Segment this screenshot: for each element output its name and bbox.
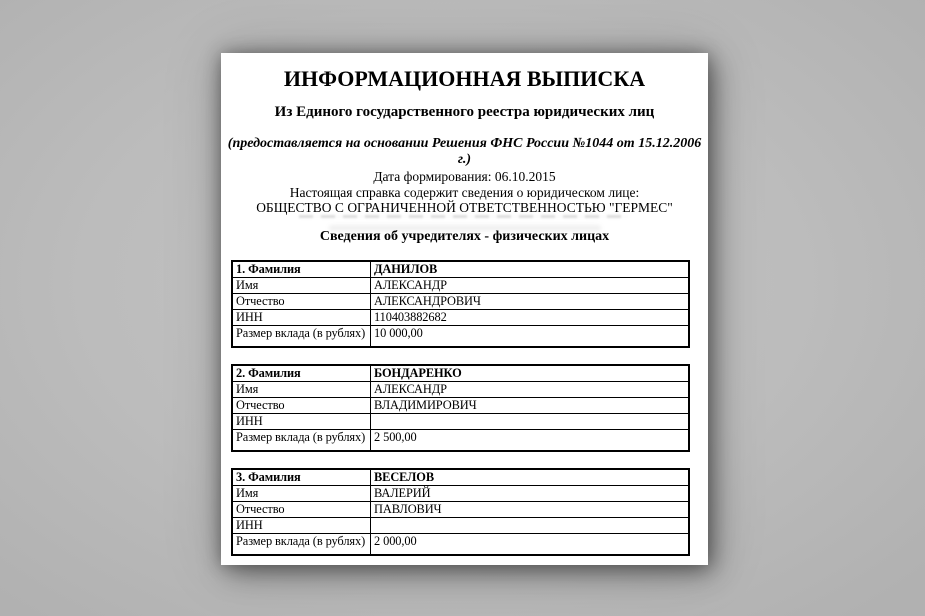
table-row — [232, 398, 689, 414]
field-label-cell: Размер вклада (в рублях) — [232, 430, 371, 452]
field-label-cell: Отчество — [232, 502, 371, 518]
field-label-cell: 3. Фамилия — [232, 469, 371, 486]
table-row — [232, 534, 689, 556]
formation-date-line: Дата формирования: 06.10.2015 — [373, 169, 556, 184]
table-row — [232, 518, 689, 534]
field-label-cell: 1. Фамилия — [232, 261, 371, 278]
basis-note: (предоставляется на основании Решения ФНС России №1044 от 15.12.2006 г.) — [227, 136, 702, 167]
table-row — [232, 414, 689, 430]
table-row — [232, 278, 689, 294]
document-subtitle: Из Единого государственного реестра юридических лиц — [274, 104, 655, 120]
field-value-cell: ПАВЛОВИЧ — [371, 502, 690, 518]
founder-table — [231, 364, 690, 452]
field-value-cell: БОНДАРЕНКО — [371, 365, 690, 382]
entity-name: ОБЩЕСТВО С ОГРАНИЧЕННОЙ ОТВЕТСТВЕННОСТЬЮ "ГЕРМЕС" — [256, 200, 673, 215]
table-row — [232, 310, 689, 326]
field-value-cell — [371, 518, 690, 534]
field-value-cell: 2 000,00 — [371, 534, 690, 556]
document-info-block — [221, 169, 708, 216]
field-value-cell — [371, 414, 690, 430]
founder-table — [231, 260, 690, 348]
table-row — [232, 261, 689, 278]
field-label-cell: Размер вклада (в рублях) — [232, 534, 371, 556]
field-value-cell: ВЛАДИМИРОВИЧ — [371, 398, 690, 414]
field-label-cell: Имя — [232, 382, 371, 398]
field-value-cell: АЛЕКСАНДР — [371, 382, 690, 398]
contains-line: Настоящая справка содержит сведения о юридическом лице: — [289, 184, 640, 200]
table-row — [232, 430, 689, 452]
table-row — [232, 469, 689, 486]
table-row — [232, 365, 689, 382]
field-label-cell: Отчество — [232, 398, 371, 414]
field-value-cell: 2 500,00 — [371, 430, 690, 452]
scan-artifact-streak — [299, 215, 629, 218]
field-label-cell: 2. Фамилия — [232, 365, 371, 382]
field-value-cell: ВАЛЕРИЙ — [371, 486, 690, 502]
field-value-cell: ДАНИЛОВ — [371, 261, 690, 278]
field-label-cell: ИНН — [232, 414, 371, 430]
table-row — [232, 294, 689, 310]
founder-tables — [231, 260, 690, 572]
field-value-cell: 10 000,00 — [371, 326, 690, 348]
table-row — [232, 382, 689, 398]
field-value-cell: ВЕСЕЛОВ — [371, 469, 690, 486]
field-label-cell: Имя — [232, 486, 371, 502]
field-value-cell: АЛЕКСАНДР — [371, 278, 690, 294]
field-label-cell: Имя — [232, 278, 371, 294]
founder-table — [231, 468, 690, 556]
document-page — [221, 53, 708, 565]
field-value-cell: 110403882682 — [371, 310, 690, 326]
table-row — [232, 486, 689, 502]
field-value-cell: АЛЕКСАНДРОВИЧ — [371, 294, 690, 310]
table-row — [232, 502, 689, 518]
table-row — [232, 326, 689, 348]
field-label-cell: Размер вклада (в рублях) — [232, 326, 371, 348]
field-label-cell: ИНН — [232, 310, 371, 326]
field-label-cell: Отчество — [232, 294, 371, 310]
document-title: ИНФОРМАЦИОННАЯ ВЫПИСКА — [283, 66, 646, 91]
field-label-cell: ИНН — [232, 518, 371, 534]
section-heading: Сведения об учредителях - физических лицах — [319, 229, 610, 244]
